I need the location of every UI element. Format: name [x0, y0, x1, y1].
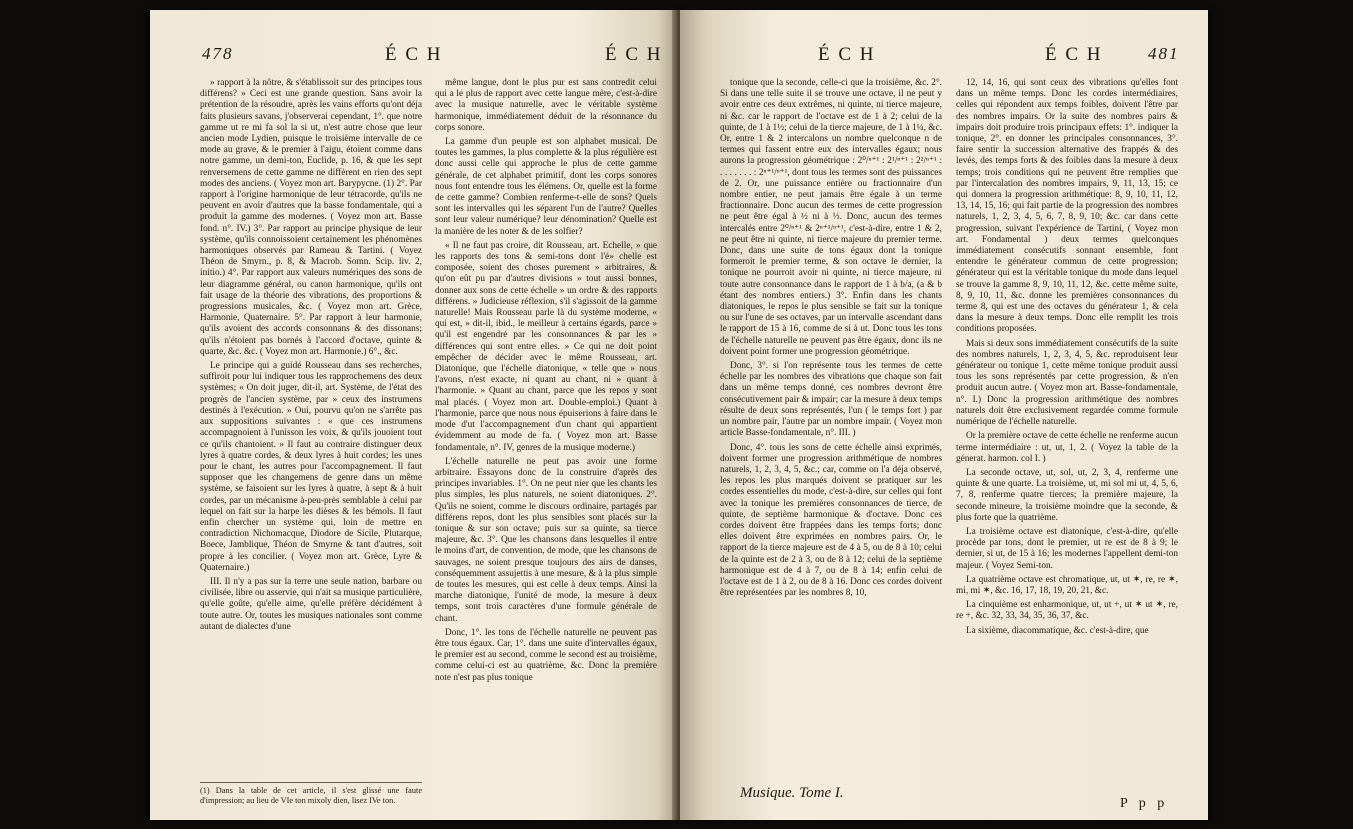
right-page	[680, 10, 1208, 820]
left-column-1	[200, 78, 422, 780]
left-page	[150, 10, 678, 820]
paragraph: La quatrième octave est chromatique, ut, ut ✶, re, re ✶, mi, mi ✶, &c. 16, 17, 18, 19, 20, 21, &c.	[956, 574, 1178, 596]
paragraph: III. Il n'y a pas sur la terre une seule nation, barbare ou civilisée, libre ou asservie, qui n'ait sa musique particulière, qu'elle goûte, qu'elle aime, qu'elle préfère décidément à toute autre. Or, toutes les musiques nationales sont comme autant de dialectes d'une	[200, 576, 422, 632]
paragraph: 12, 14, 16, qui sont ceux des vibrations qu'elles font dans un même temps. Donc les cordes intermédiaires, celles qui répondent aux temps foibles, doivent l'être par des nombres impairs. Or la suite des nombres pairs & impairs doit produire trois principaux effets: 1°. indiquer la tonique, 2°. en donner les principales consonnances, 3°. faire sentir la succession alternative des frappés & des levés, des temps forts & des foibles dans la mesure à deux temps; trois conditions qui ne peuvent être remplies que par l'intercalation des nombres impairs, 9, 11, 13, 15; ce qui donnera la progression arithmétique: 8, 9, 10, 11, 12, 13, 14, 15, 16; qui fait partie de la progression des nombres naturels, 1, 2, 3, 4, 5, 6, 7, 8, 9, 10; &c. car dans cette progression, suivant l'expérience de Tartini, ( Voyez mon art. Fondamental ) deux termes quelconques immédiatement consécutifs sonnant ensemble, font entendre le générateur commun de cette progression; générateur qui est la véritable tonique du mode dans lequel se trouve la gamme 8, 9, 10, 11, 12, &c. cette même suite, 8, 9, 10, 11, &c. donne les premières consonnances du terme 8, qui est une des octaves du générateur 1, & cela dans la mesure à deux temps. Donc elle remplit les trois conditions proposées.	[956, 78, 1178, 335]
paragraph: La gamme d'un peuple est son alphabet musical. De toutes les gammes, la plus complette & la plus régulière est donc aussi celle qui approche le plus de cette gamme générale, de cet alphabet primitif, dont les corps sonores nous font entendre tous les élémens. Or, quelle est la forme de cette gamme? Combien renferme-t-elle de sons? Quels sont les intervalles qui les séparent l'un de l'autre? Quelles sont leur valeur numérique? leur dénomination? Quelle est la manière de les noter & de les solfier?	[435, 137, 657, 237]
right-headword-2: É C H	[1045, 44, 1103, 65]
paragraph: même langue, dont le plus pur est sans contredit celui qui a le plus de rapport avec cette langue mère, c'est-à-dire avec la musique naturelle, avec le véritable système harmonique, immédiatement déduit de la résonnance du corps sonore.	[435, 78, 657, 133]
footnote: (1) Dans la table de cet article, il s'est glissé une faute d'impression; au lieu de VIe ton mixoly dien, lisez IVe ton.	[200, 782, 422, 806]
paragraph: La cinquième est enharmonique, ut, ut +, ut ✶ ut ✶, re, re +, &c. 32, 33, 34, 35, 36, 37, &c.	[956, 600, 1178, 622]
paragraph: Donc, 3°. si l'on représente tous les termes de cette échelle par les nombres des vibrations que chaque son fait dans un même temps donné, ces nombres devront être consécutivement pair & impair; car la mesure à deux temps résulte de deux sons représentés, l'un ( le temps fort ) par un nombre pair, l'autre par un nombre impair. ( Voyez mon article Basse-fondamentale, n°. III. )	[720, 361, 942, 439]
right-page-number: 481	[1148, 44, 1180, 63]
paragraph: Donc, 1°. les tons de l'échelle naturelle ne peuvent pas être tous égaux. Car, 1°. dans une suite d'intervalles égaux, le premier est au second, comme le second est au troisième, comme celui-ci est au quatrième, &c. Donc la première note n'est pas plus tonique	[435, 627, 658, 683]
left-column-2	[435, 78, 657, 687]
right-headword-1: É C H	[818, 44, 876, 65]
right-page-header	[680, 44, 1208, 72]
left-headword-2: É C H	[605, 44, 663, 65]
paragraph: Donc, 4°. tous les sons de cette échelle ainsi exprimés, doivent former une progression arithmétique de nombres naturels, 1, 2, 3, 4, 5, &c.; car, comme on l'a déja observé, les repos les plus marqués doivent se pratiquer sur les cordes essentielles du mode, c'est-à-dire, sur celles qui font avec la tonique les premières consonnances de tierce, de quinte, de septième harmonique & d'octave. Donc ces cordes doivent être frappées dans les temps forts; donc elles doivent être exprimées en nombres pairs. Or, le rapport de la tierce majeure est de 4 à 5, ou de 8 à 10; celui de la quinte est de 2 à 3, ou de 8 à 12; celui de la septième harmonique est de 4 à 7, ou de 8 à 14; enfin celui de l'octave est de 1 à 2, ou de 8 à 16. Donc ces cordes doivent être représentées par les nombres 8, 10,	[720, 442, 942, 599]
paragraph: Mais si deux sons immédiatement consécutifs de la suite des nombres naturels, 1, 2, 3, 4, 5, &c. reproduisent leur générateur ou tonique 1, cette même tonique produit aussi tous les sons représentés par cette progression, & n'en produit aucun autre. ( Voyez mon art. Basse-fondamentale, n°. I.) Donc la progression arithmétique des nombres naturels doit être exclusivement regardée comme formule numérique de l'échelle naturelle.	[956, 338, 1178, 428]
paragraph: La sixième, diacommatique, &c. c'est-à-dire, que	[966, 625, 1149, 636]
paragraph: La seconde octave, ut, sol, ut, 2, 3, 4, renferme une quinte & une quarte. La troisième, ut, mi sol mi ut, 4, 5, 6, 7, 8, renferme quatre tierces; la première majeure, la seconde mineure, la troisième moindre que la seconde, & plus forte que la quatrième.	[956, 467, 1178, 523]
paragraph: La troisième octave est diatonique, c'est-à-dire, qu'elle procède par tons, dont le premier, ut re est de 8 à 9; le dernier, si ut, de 15 à 16; les modernes l'appellent demi-ton majeur. ( Voyez Semi-ton.	[956, 526, 1178, 571]
paragraph: « Il ne faut pas croire, dit Rousseau, art. Echelle, » que les rapports des tons & semi-tons dont l'é» chelle est composée, soient des choses purement » arbitraires, & qu'on eût pu par d'autres divisions » tout aussi bonnes, donner aux sons de cette échelle » un ordre & des rapports différens. » Judicieuse réflexion, s'il s'agissoit de la gamme naturelle! Mais Rousseau parle là du système moderne, « qui est, » dit-il, ibid., le meilleur à certains égards, parce » qu'il est engendré par les consonnances & par les » différences qui sont entre elles. » Ce qui ne doit point empêcher de décider avec le même Rousseau, art. Diatonique, que l'échelle diatonique, « telle que » nous l'avons, n'est exacte, ni quant au chant, ni » quant à l'harmonie. » Quant au chant, parce que les repos y sont mal placés. ( Voyez mon art. Double-emploi.) Quant à l'harmonie, parce que nous nous épuiserions à faire dans le mode d'ut l'accompagnement d'un chant qui appartient évidemment au mode de fa. ( Voyez mon art. Basse fondamentale, n°. IV, genres de la musique moderne.)	[435, 240, 657, 453]
right-column-1	[720, 78, 942, 602]
left-page-header	[150, 44, 678, 72]
paragraph: Le principe qui a guidé Rousseau dans ses recherches, suffiroit pour lui indiquer tous les rapprochemens des deux systèmes; « On doit juger, dit-il, art. Système, de l'état des progrès de l'ancien système, par » ceux des instrumens destinés à l'exécution. » Oui, pourvu qu'on ne s'arrête pas aux suppositions suivantes : « que ces instrumens accompagnoient à l'unisson les voix, & qu'ils jouoient tout ce qu'ils chantoient. » Il faut au contraire distinguer deux lyres à quatre cordes, & deux lyres à huit cordes; les unes pour le chant, les autres pour l'accompagnement. Il faut supposer que les changemens de genre dans un même système, se faisoient sur les lyres à quatre, à sept & à huit cordes, par un mécanisme à-peu-près semblable à celui par lequel on fait sur la harpe les dièses & les bémols. Il faut enfin chercher un système qui, loin de mettre en contradiction Nichomacque, Diodore de Sicile, Plutarque, Boece, Jamblique, Théon de Smyrne & tant d'autres, soit propre à les concilier. ( Voyez mon art. Grèce, Lyre & Quaternaire.)	[200, 361, 422, 573]
left-headword-1: É C H	[385, 44, 443, 65]
paragraph: » rapport à la nôtre, & s'établissoit sur des principes tous différens? » Ceci est une grande question. Sans avoir la prétention de la résoudre, après les vains efforts qu'ont déja faits plusieurs savans, j'observerai cependant, 1°. que notre gamme ut re mi fa sol la si ut, n'est autre chose que leur ancien mode Lydien, puisque le troisième intervalle de ce mode au grave, & le premier à l'aigu, étoient comme dans notre gamme, un demi-ton, Euclide, p. 16, & que les sept renversemens de cette gamme ne diffèrent en rien des sept modes des anciens. ( Voyez mon art. Barypycne. (1) 2°. Par rapport à l'origine harmonique de leur tétracorde, qu'ils ne peuvent en avoir d'autres que la basse fondamentale, qui a produit la gamme des modernes. ( Voyez mon art. Basse fond. n°. IV.) 3°. Par rapport au principe physique de leur système, qu'ils connoissoient certainement les phénomènes harmoniques observés par Rameau & Tartini. ( Voyez Théon de Smyrn., p. 8, & Macrob. Somn. Scip. liv. 2, initio.) 4°. Par rapport aux valeurs numériques des sons de leur diagramme général, ou canon harmonique, qu'ils ont fait usage de la théorie des vibrations, des proportions & progressions musicales, &c. ( Voyez mon art. Grèce, Harmonie, Quaternaire. 5°. Par rapport à leur harmonie, qu'ils avoient des accords consonnans & des dissonans; qu'ils n'étoient pas bornés à l'accord d'octave, quinte & quarte, &c. &c. ( Voyez mon art. Harmonie.) 6°., &c.	[200, 78, 422, 357]
left-page-number: 478	[202, 44, 234, 63]
paragraph: Or la première octave de cette échelle ne renferme aucun terme intermédiaire : ut, ut, 1, 2. ( Voyez la table de la génerat. harmon. col I. )	[956, 431, 1178, 464]
volume-footer: Musique. Tome I.	[740, 785, 844, 801]
paragraph: L'échelle naturelle ne peut pas avoir une forme arbitraire. Essayons donc de la construire d'après des principes invariables. 1°. On ne peut nier que les chants les plus simples, les plus naturels, ne soient diatoniques. 2°. Qu'ils ne soient, comme le discours ordinaire, partagés par différens repos, dont les plus sensibles sont placés sur la tonique & sur son octave; puis sur sa quinte, sa tierce majeure, &c. 3°. Que les chansons dans lesquelles il entre le moins d'art, de convention, de mode, que les chansons de sauvages, ne soient presque toujours des airs de danses, conséquemment assujettis à une mesure, & à la plus simple de toutes les mesures, qui est celle à deux temps. Ainsi la marche diatonique, l'unité de mode, la mesure à deux temps, sont trois caractères d'une formule générale de chant.	[435, 456, 657, 624]
right-column-2	[956, 78, 1178, 640]
paragraph: tonique que la seconde, celle-ci que la troisième, &c. 2°. Si dans une telle suite il se trouve une octave, il ne peut y avoir entre ces deux extrêmes, ni quinte, ni tierce majeure, ni &c. car le rapport de l'octave est de 1 à 2; celui de la quinte, de 1 à 1½; celui de la tierce majeure, de 1 à 1¼, &c. Or, entre 1 & 2 intercalons un nombre quelconque n de termes qui fassent entre eux des intervalles égaux; nous aurons la progression géométrique : 2⁰/ⁿ⁺¹ : 2¹/ⁿ⁺¹ : 2²/ⁿ⁺¹ : . . . . . . . : 2ⁿ⁺¹/ⁿ⁺¹, dont tous les termes sont des puissances de 2. Or, une puissance entière ou fractionnaire d'un nombre entier, ne peut jamais être égale à un terme fractionnaire. Donc aucun des termes de cette progression ne peut être égal à ½ ni à ⅓. Donc, aucun des termes intercalés entre 2⁰/ⁿ⁺¹ & 2ⁿ⁺¹/ⁿ⁺¹, c'est-à-dire, entre 1 & 2, ne peut être ni quinte, ni tierce majeure du premier terme. Donc, dans une suite de tons égaux dont la tonique formeroit le premier terme, & son octave le dernier, la tonique ne pourroit avoir ni quinte, ni tierce majeure, ni toute autre consonnance dans le rapport de 1 à b/a, (a & b étant des nombres entiers.) 3°. Enfin dans les chants diatoniques, le repos le plus sensible se fait sur la tonique ou sur l'une de ses octaves, par un intervalle ascendant dans le rapport de 15 à 16, comme de si à ut. Donc tous les tons de l'échelle naturelle ne peuvent pas être égaux, donc ils ne doivent point former une progression géométrique.	[720, 78, 942, 357]
signature-mark: P p p	[1120, 796, 1169, 811]
